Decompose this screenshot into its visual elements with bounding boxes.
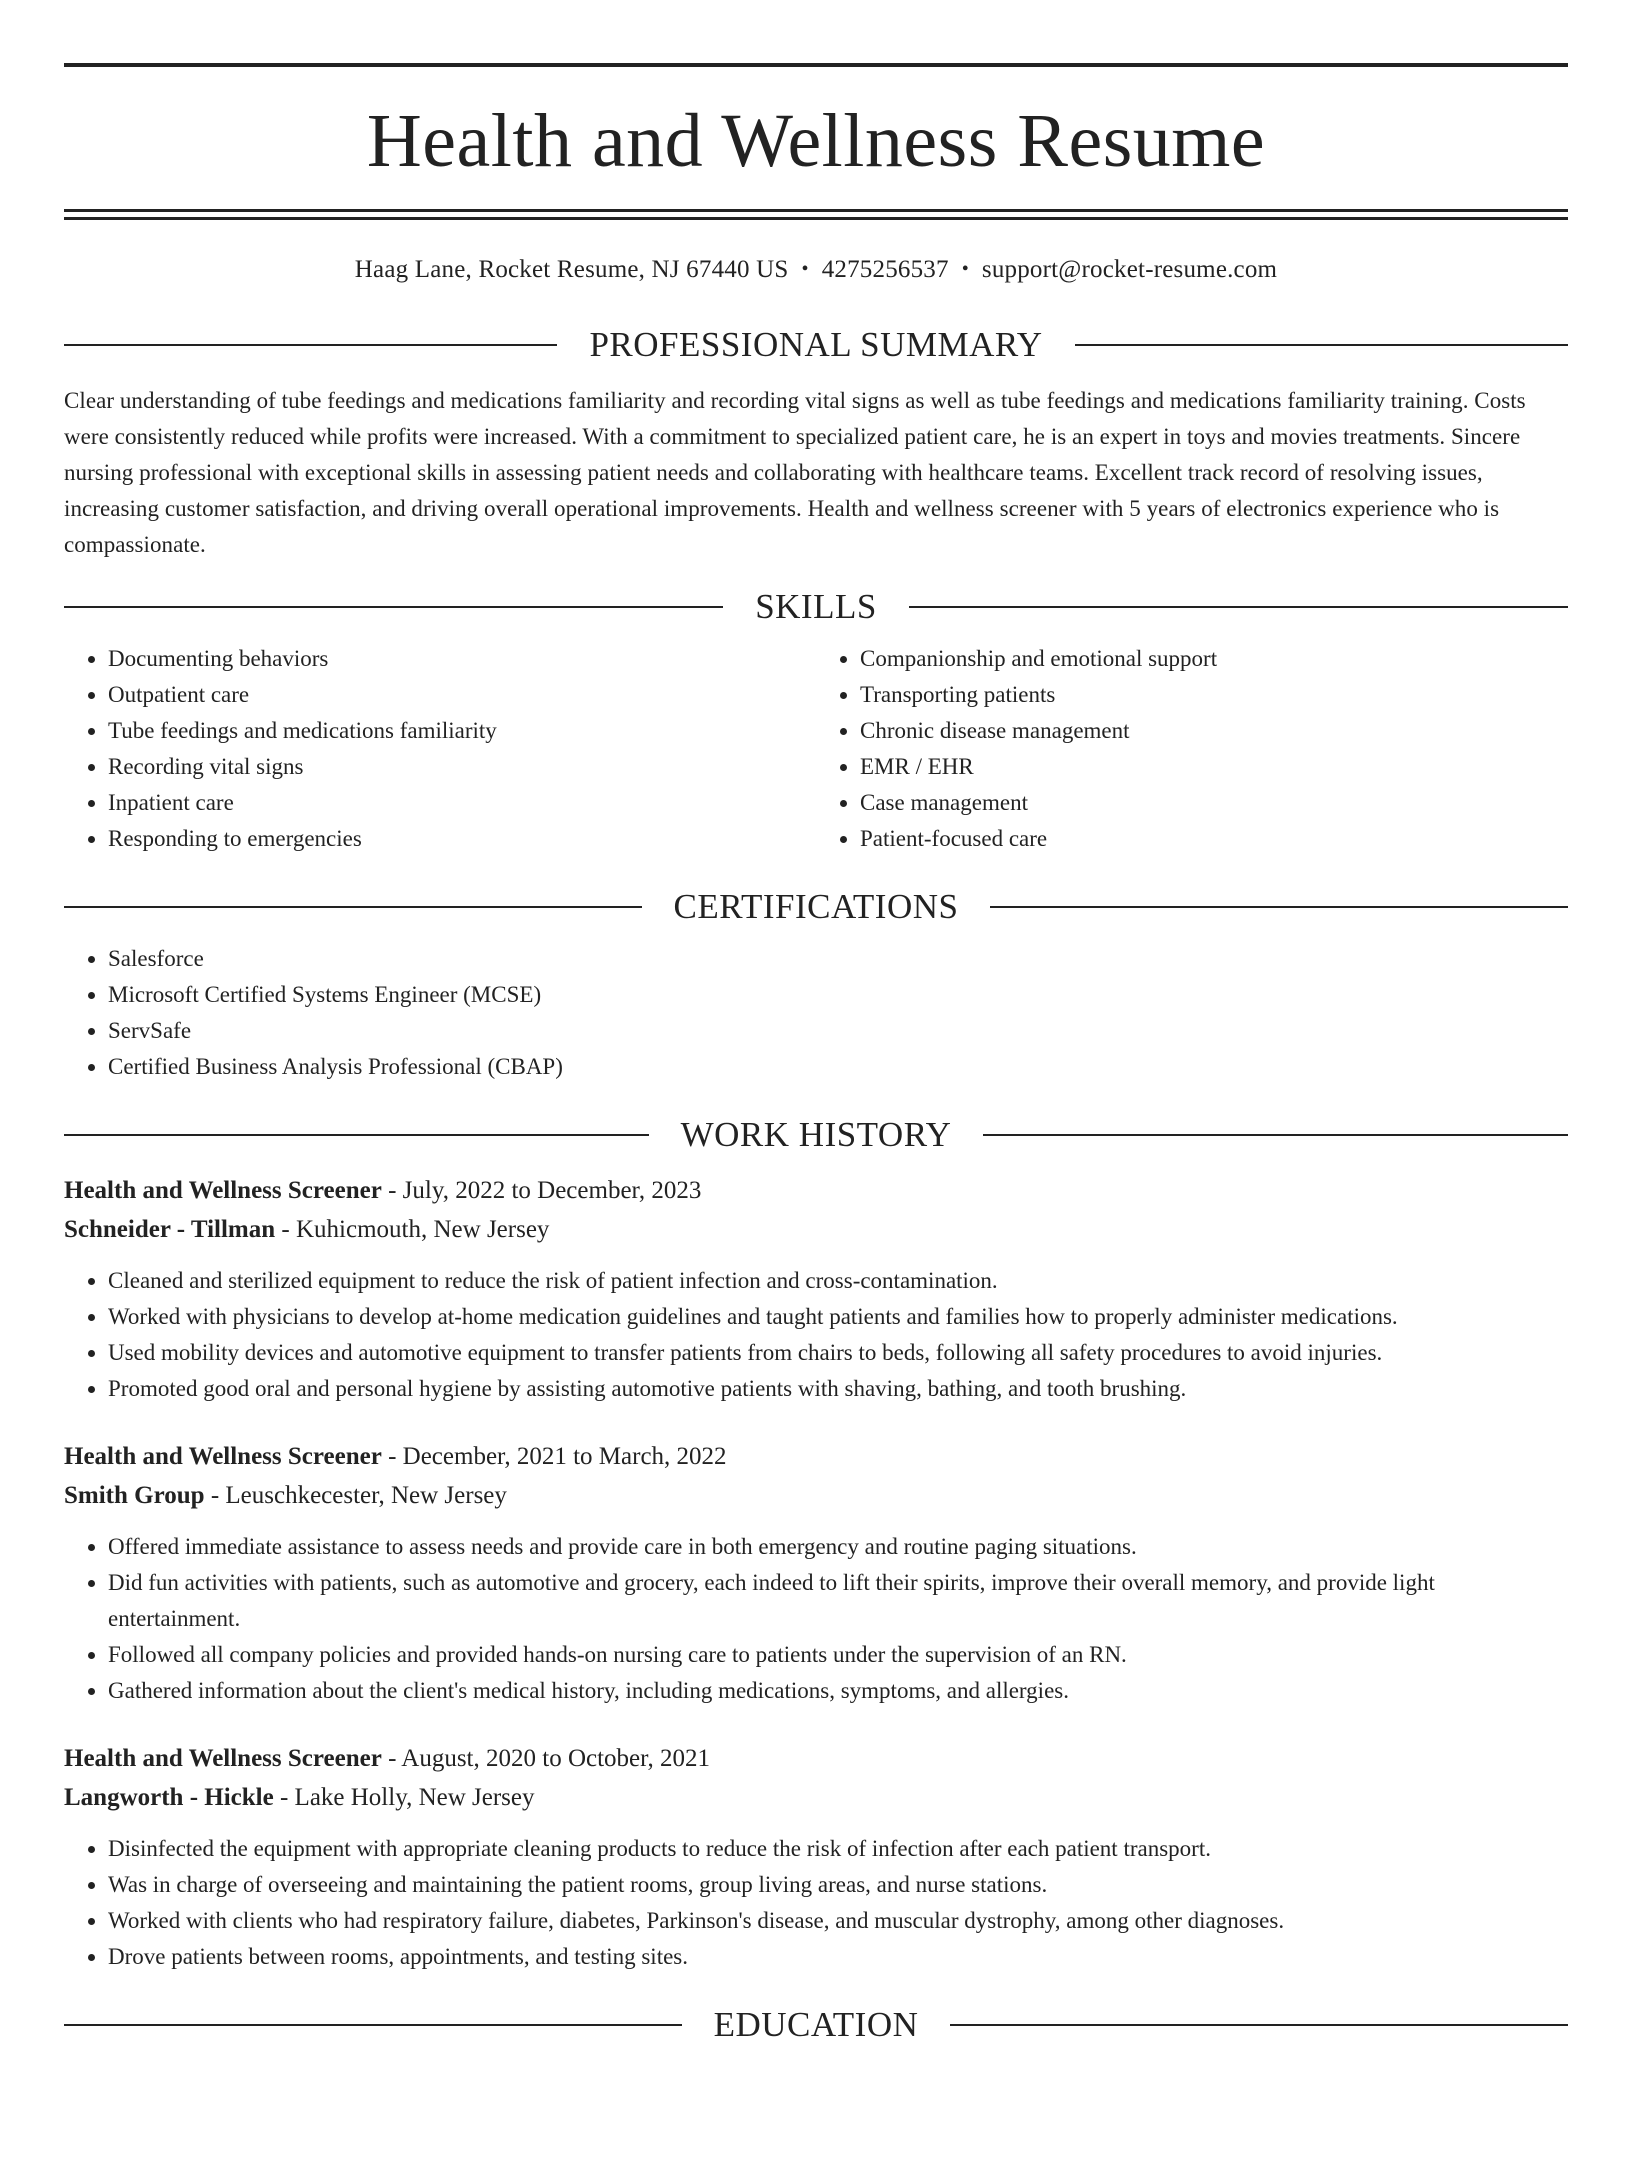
- section-rule: [64, 906, 642, 908]
- job-title: Health and Wellness Screener: [64, 1443, 382, 1470]
- job-entry: [64, 1739, 1568, 1975]
- section-rule: [983, 1134, 1568, 1136]
- resume-page: [0, 63, 1632, 2175]
- job-company-line: [64, 1476, 1568, 1515]
- skill-item: • Responding to emergencies: [108, 821, 816, 857]
- job-dates: - December, 2021 to March, 2022: [381, 1443, 727, 1470]
- skill-item: • Inpatient care: [108, 785, 816, 821]
- job-title: Health and Wellness Screener: [64, 1745, 382, 1772]
- section-title-certifications: CERTIFICATIONS: [673, 887, 959, 926]
- job-title-line: [64, 1171, 1568, 1210]
- certifications-list: [64, 941, 1568, 1085]
- skill-item: • Transporting patients: [860, 677, 1568, 713]
- skills-list: [64, 641, 1568, 857]
- certification-item: • Certified Business Analysis Professional (CBAP): [108, 1049, 1568, 1085]
- certification-item: • ServSafe: [108, 1013, 1568, 1049]
- section-rule: [1075, 344, 1568, 346]
- job-company-line: [64, 1210, 1568, 1249]
- job-bullets: [64, 1831, 1568, 1975]
- certification-item: • Salesforce: [108, 941, 1568, 977]
- job-bullets: [64, 1263, 1568, 1407]
- skill-item: • Documenting behaviors: [108, 641, 816, 677]
- job-bullet: • Used mobility devices and automotive equipment to transfer patients from chairs to beds, following all safety procedures to avoid injuries.: [108, 1335, 1568, 1371]
- title-double-rule: [64, 209, 1568, 220]
- section-header-summary: [64, 325, 1568, 365]
- contact-line: [64, 254, 1568, 285]
- job-title-line: [64, 1739, 1568, 1778]
- job-title: Health and Wellness Screener: [64, 1177, 382, 1204]
- job-bullet: • Gathered information about the client's medical history, including medications, symptoms, and allergies.: [108, 1673, 1568, 1709]
- skill-item: • Companionship and emotional support: [860, 641, 1568, 677]
- section-title-education: EDUCATION: [713, 2005, 919, 2044]
- skill-item: • Chronic disease management: [860, 713, 1568, 749]
- job-company: Langworth - Hickle: [64, 1784, 274, 1811]
- contact-phone: 4275256537: [821, 256, 949, 283]
- section-rule: [990, 906, 1568, 908]
- job-location: - Kuhicmouth, New Jersey: [275, 1216, 550, 1243]
- contact-address: Haag Lane, Rocket Resume, NJ 67440 US: [354, 256, 789, 283]
- job-bullet: • Cleaned and sterilized equipment to reduce the risk of patient infection and cross-contamination.: [108, 1263, 1568, 1299]
- section-title-summary: PROFESSIONAL SUMMARY: [589, 325, 1043, 364]
- job-bullet: • Promoted good oral and personal hygiene by assisting automotive patients with shaving, bathing, and tooth brushing.: [108, 1371, 1568, 1407]
- contact-separator: •: [801, 258, 809, 280]
- certification-item: • Microsoft Certified Systems Engineer (MCSE): [108, 977, 1568, 1013]
- section-title-work-history: WORK HISTORY: [680, 1115, 952, 1154]
- section-header-education: [64, 2005, 1568, 2045]
- skills-column-left: [64, 641, 816, 857]
- section-rule: [64, 1134, 649, 1136]
- job-company-line: [64, 1778, 1568, 1817]
- job-company: Smith Group: [64, 1482, 205, 1509]
- job-bullet: • Worked with physicians to develop at-home medication guidelines and taught patients and families how to properly administer medications.: [108, 1299, 1568, 1335]
- section-rule: [909, 606, 1568, 608]
- skill-item: • Recording vital signs: [108, 749, 816, 785]
- job-bullet: • Was in charge of overseeing and maintaining the patient rooms, group living areas, and nurse stations.: [108, 1867, 1568, 1903]
- job-bullet: • Drove patients between rooms, appointments, and testing sites.: [108, 1939, 1568, 1975]
- job-title-line: [64, 1437, 1568, 1476]
- job-entry: [64, 1171, 1568, 1407]
- summary-paragraph: Clear understanding of tube feedings and medications familiarity and recording vital signs as well as tube feedings and medications familiarity training. Costs were consistently reduced while profits were increased. With a commitment to specialized patient care, he is an expert in toys and movies treatments. Sincere nursing professional with exceptional skills in assessing patient needs and collaborating with healthcare teams. Excellent track record of resolving issues, increasing customer satisfaction, and driving overall operational improvements. Health and wellness screener with 5 years of electronics experience who is compassionate.: [64, 388, 1526, 557]
- job-bullet: • Disinfected the equipment with appropriate cleaning products to reduce the risk of infection after each patient transport.: [108, 1831, 1568, 1867]
- section-rule: [64, 606, 723, 608]
- skill-item: • Patient-focused care: [860, 821, 1568, 857]
- section-header-skills: [64, 587, 1568, 627]
- resume-title: Health and Wellness Resume: [366, 99, 1266, 183]
- job-bullet: • Followed all company policies and provided hands-on nursing care to patients under the supervision of an RN.: [108, 1637, 1568, 1673]
- skill-item: • Tube feedings and medications familiarity: [108, 713, 816, 749]
- job-bullet: • Worked with clients who had respiratory failure, diabetes, Parkinson's disease, and muscular dystrophy, among other diagnoses.: [108, 1903, 1568, 1939]
- section-header-work-history: [64, 1115, 1568, 1155]
- skill-item: • Case management: [860, 785, 1568, 821]
- job-location: - Leuschkecester, New Jersey: [204, 1482, 507, 1509]
- skill-item: • EMR / EHR: [860, 749, 1568, 785]
- job-location: - Lake Holly, New Jersey: [273, 1784, 535, 1811]
- section-rule: [64, 344, 557, 346]
- skills-column-right: [816, 641, 1568, 857]
- job-company: Schneider - Tillman: [64, 1216, 276, 1243]
- job-bullet: • Offered immediate assistance to assess needs and provide care in both emergency and routine paging situations.: [108, 1529, 1568, 1565]
- section-header-certifications: [64, 887, 1568, 927]
- top-rule: [64, 63, 1568, 67]
- job-bullets: [64, 1529, 1568, 1709]
- section-rule: [64, 2024, 682, 2026]
- job-entry: [64, 1437, 1568, 1709]
- contact-email: support@rocket-resume.com: [981, 256, 1278, 283]
- section-title-skills: SKILLS: [755, 587, 877, 626]
- job-dates: - July, 2022 to December, 2023: [381, 1177, 702, 1204]
- skill-item: • Outpatient care: [108, 677, 816, 713]
- job-dates: - August, 2020 to October, 2021: [381, 1745, 710, 1772]
- job-bullet: • Did fun activities with patients, such as automotive and grocery, each indeed to lift their spirits, improve their overall memory, and provide light entertainment.: [108, 1565, 1568, 1637]
- section-rule: [950, 2024, 1568, 2026]
- contact-separator: •: [961, 258, 969, 280]
